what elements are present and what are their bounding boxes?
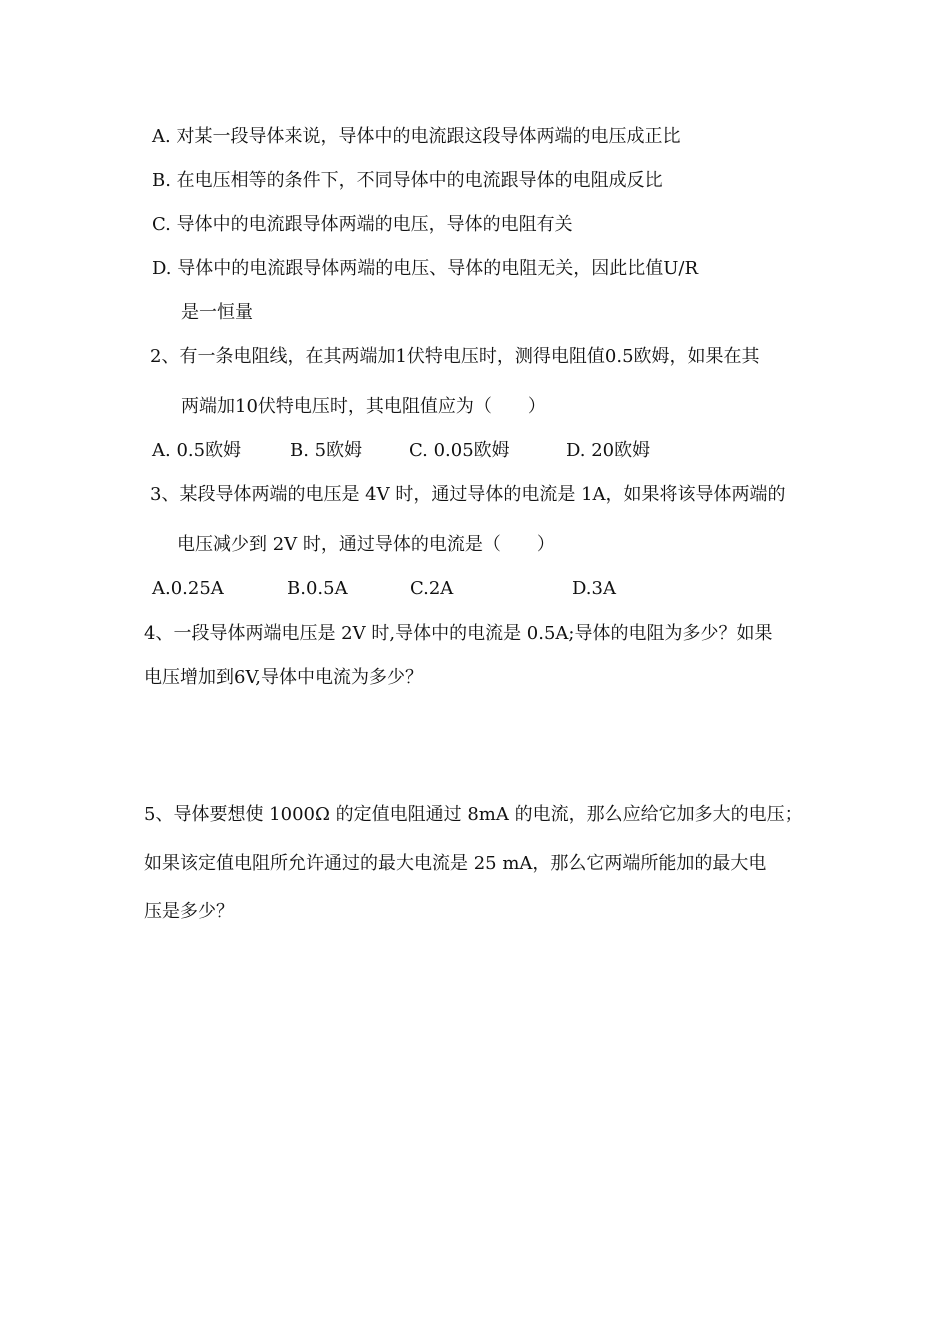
q1-option-a: A. 对某一段导体来说，导体中的电流跟这段导体两端的电压成正比 <box>152 126 681 147</box>
q5-line3: 压是多少？ <box>144 901 234 922</box>
q3-option-c: C.2A <box>410 578 454 599</box>
q2-stem-line1: 2、有一条电阻线，在其两端加1伏特电压时，测得电阻值0.5欧姆，如果在其 <box>150 346 760 367</box>
q2-option-d: D. 20欧姆 <box>566 440 651 461</box>
q5-line1: 5、导体要想使 1000Ω 的定值电阻通过 8mA 的电流，那么应给它加多大的电压； <box>144 804 803 825</box>
q2-option-c: C. 0.05欧姆 <box>409 440 510 461</box>
q4-line2: 电压增加到6V,导体中电流为多少？ <box>144 667 424 688</box>
q2-option-b: B. 5欧姆 <box>290 440 363 461</box>
q3-stem-line2: 电压减少到 2V 时，通过导体的电流是（ ） <box>177 534 555 555</box>
q3-option-b: B.0.5A <box>287 578 348 599</box>
q1-option-b: B. 在电压相等的条件下，不同导体中的电流跟导体的电阻成反比 <box>152 170 663 191</box>
q4-line1: 4、一段导体两端电压是 2V 时,导体中的电流是 0.5A;导体的电阻为多少？如果 <box>144 623 773 644</box>
q1-option-d: D. 导体中的电流跟导体两端的电压、导体的电阻无关，因此比值U/R <box>152 258 699 279</box>
q3-option-d: D.3A <box>572 578 616 599</box>
q5-line2: 如果该定值电阻所允许通过的最大电流是 25 mA，那么它两端所能加的最大电 <box>144 853 767 874</box>
q3-option-a: A.0.25A <box>152 578 224 599</box>
q2-option-a: A. 0.5欧姆 <box>152 440 242 461</box>
q3-stem-line1: 3、某段导体两端的电压是 4V 时，通过导体的电流是 1A，如果将该导体两端的 <box>150 484 786 505</box>
q2-stem-line2: 两端加10伏特电压时，其电阻值应为（ ） <box>181 396 546 417</box>
q1-option-d-continued: 是一恒量 <box>181 302 253 323</box>
q1-option-c: C. 导体中的电流跟导体两端的电压，导体的电阻有关 <box>152 214 573 235</box>
